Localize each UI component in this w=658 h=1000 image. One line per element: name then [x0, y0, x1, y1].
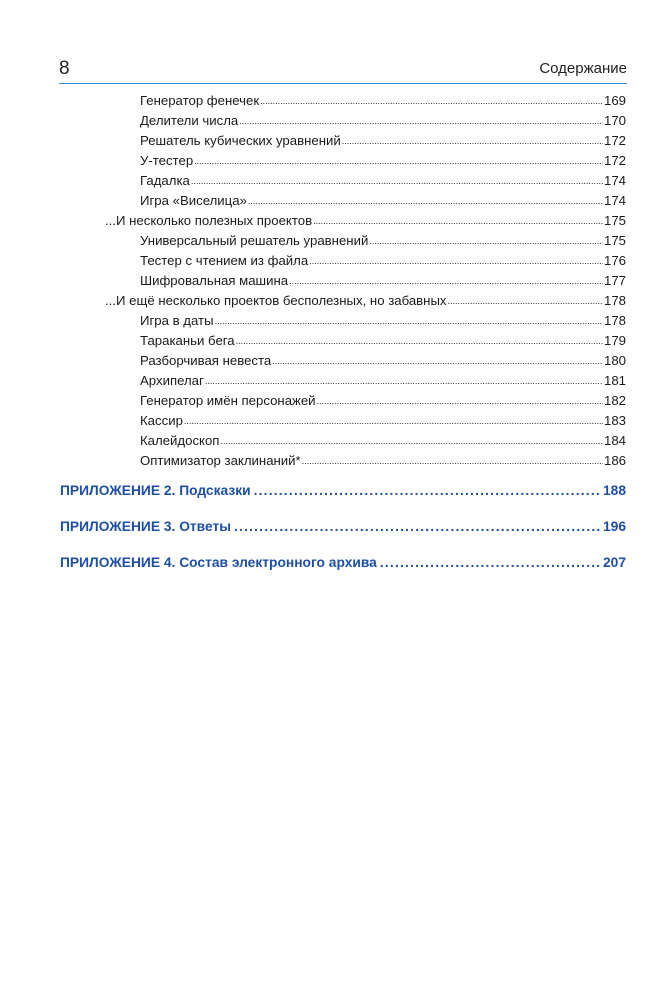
toc-entry-page: 184	[603, 433, 626, 448]
toc-entry[interactable]	[140, 412, 626, 431]
toc-entry-title: ...И несколько полезных проектов	[105, 213, 313, 228]
toc-entry[interactable]	[140, 332, 626, 351]
toc-entry[interactable]	[140, 92, 626, 111]
toc-entry-title: Игра в даты	[140, 313, 214, 328]
appendix-title: ПРИЛОЖЕНИЕ 3. Ответы	[60, 519, 232, 534]
section-title: Содержание	[539, 60, 627, 77]
appendix-page: 196	[602, 519, 626, 534]
toc-entry-page: 180	[603, 353, 626, 368]
toc-entry-page: 174	[603, 193, 626, 208]
dot-leader	[313, 211, 603, 230]
toc-section-entry[interactable]	[105, 292, 626, 311]
dot-leader	[191, 171, 603, 190]
toc-entry[interactable]	[140, 152, 626, 171]
page-number: 8	[59, 58, 70, 79]
dot-leader	[184, 411, 603, 430]
dot-leader	[448, 291, 603, 310]
toc-entry-page: 176	[603, 253, 626, 268]
toc-entry-title: Кассир	[140, 413, 183, 428]
toc-entry[interactable]	[140, 372, 626, 391]
toc-appendix-entry[interactable]	[60, 481, 626, 501]
toc-entry-page: 178	[603, 313, 626, 328]
dot-leader	[239, 111, 603, 130]
toc-entry-title: Тараканьи бега	[140, 333, 235, 348]
toc-entry[interactable]	[140, 392, 626, 411]
dot-leader	[317, 391, 603, 410]
toc-entry[interactable]	[140, 432, 626, 451]
dot-leader	[302, 451, 603, 470]
header-divider	[59, 83, 627, 84]
toc-entry-page: 186	[603, 453, 626, 468]
dot-leader	[342, 131, 603, 150]
toc-entry[interactable]	[140, 132, 626, 151]
toc-entry-title: У-тестер	[140, 153, 194, 168]
dot-leader	[248, 191, 603, 210]
dot-leader	[272, 351, 603, 370]
toc-section-entry[interactable]	[105, 212, 626, 231]
toc-entry-title: Решатель кубических уравнений	[140, 133, 341, 148]
dot-leader	[234, 517, 600, 537]
toc-entry-page: 175	[603, 233, 626, 248]
toc-entry[interactable]	[140, 352, 626, 371]
toc-entry-title: Калейдоскоп	[140, 433, 220, 448]
toc-entry-title: Генератор имён персонажей	[140, 393, 316, 408]
appendix-title: ПРИЛОЖЕНИЕ 2. Подсказки	[60, 483, 251, 498]
dot-leader	[254, 481, 600, 501]
toc-entry[interactable]	[140, 112, 626, 131]
toc-entry[interactable]	[140, 312, 626, 331]
toc-entry-page: 170	[603, 113, 626, 128]
dot-leader	[380, 553, 600, 573]
dot-leader	[236, 331, 603, 350]
toc-entry-title: Игра «Виселица»	[140, 193, 247, 208]
toc-entry-page: 169	[603, 93, 626, 108]
toc-entry-title: Разборчивая невеста	[140, 353, 272, 368]
toc-entry-title: Оптимизатор заклинаний*	[140, 453, 301, 468]
toc-entry-title: Генератор фенечек	[140, 93, 260, 108]
dot-leader	[369, 231, 603, 250]
toc-appendix-entry[interactable]	[60, 553, 626, 573]
toc-entry-page: 172	[603, 133, 626, 148]
dot-leader	[194, 151, 603, 170]
toc-entry[interactable]	[140, 452, 626, 471]
toc-entry-page: 178	[603, 293, 626, 308]
dot-leader	[220, 431, 603, 450]
toc-entry-title: Делители числа	[140, 113, 239, 128]
toc-entry-title: Универсальный решатель уравнений	[140, 233, 369, 248]
toc-entry-title: Гадалка	[140, 173, 190, 188]
toc-entry-page: 183	[603, 413, 626, 428]
toc-entry-page: 177	[603, 273, 626, 288]
page-header	[59, 58, 627, 82]
toc-entry-page: 181	[603, 373, 626, 388]
toc-entry[interactable]	[140, 172, 626, 191]
toc-entry[interactable]	[140, 252, 626, 271]
toc-entry-title: ...И ещё несколько проектов бесполезных, но забавных	[105, 293, 447, 308]
toc-entry-title: Шифровальная машина	[140, 273, 289, 288]
dot-leader	[215, 311, 603, 330]
dot-leader	[309, 251, 603, 270]
toc-entry-page: 182	[603, 393, 626, 408]
dot-leader	[289, 271, 603, 290]
appendix-page: 188	[602, 483, 626, 498]
toc-entry-page: 172	[603, 153, 626, 168]
toc-entry-title: Тестер с чтением из файла	[140, 253, 309, 268]
toc-entry-page: 174	[603, 173, 626, 188]
dot-leader	[260, 91, 603, 110]
toc-entry-title: Архипелаг	[140, 373, 204, 388]
toc-entry[interactable]	[140, 192, 626, 211]
toc-entry-page: 175	[603, 213, 626, 228]
toc-entry-page: 179	[603, 333, 626, 348]
toc-entry[interactable]	[140, 232, 626, 251]
appendix-page: 207	[602, 555, 626, 570]
toc-appendix-entry[interactable]	[60, 517, 626, 537]
appendix-title: ПРИЛОЖЕНИЕ 4. Состав электронного архива	[60, 555, 377, 570]
dot-leader	[205, 371, 603, 390]
toc-entry[interactable]	[140, 272, 626, 291]
